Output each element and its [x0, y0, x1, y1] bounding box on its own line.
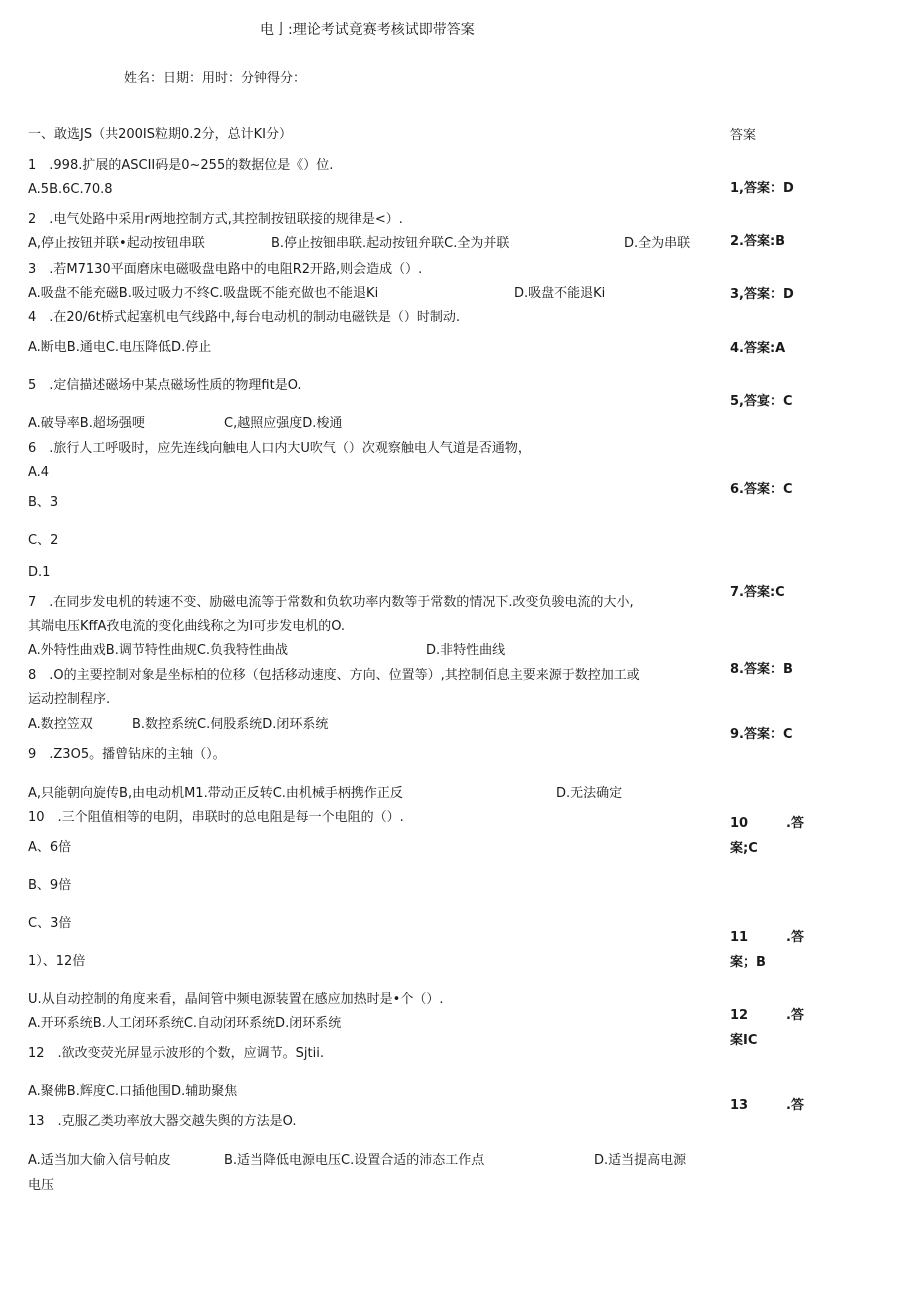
document-title: 电亅:理论考试竟赛考核试即带答案: [260, 22, 475, 38]
question-6: 6 .旅行人工呼吸时，应先连线向触电人口内大U吹气（）次观察触电人气道是否通物，: [28, 441, 531, 456]
answer-13-label: .答: [786, 1098, 804, 1113]
question-8-option-a: A.数控笠双: [28, 717, 93, 732]
question-9-option-abc: A,只能朝向旋传B,由电动机M1.带动正反转C.由机械手柄携作正反: [28, 786, 403, 801]
question-7: 7 .在同步发电机的转速不变、励磁电流等于常数和负软功率内数等于常数的情况下.改变负骏电流的大小,: [28, 595, 634, 610]
candidate-info-line: 姓名：日期：用时：分钟得分：: [124, 71, 307, 86]
question-3-option-d: D.吸盘不能退Ki: [514, 286, 606, 301]
question-10-option-c: C、3倍: [28, 916, 72, 931]
answer-2: 2.答案:B: [730, 234, 786, 249]
answer-11-number: 11: [730, 930, 749, 945]
section-heading: 一、敢选JS（共200IS粒期0.2分，总计KI分）: [28, 127, 293, 142]
answer-10-value: 案;C: [730, 841, 758, 856]
question-7-option-abc: A.外特性曲戏B.调节特性曲规C.负我特性曲战: [28, 643, 289, 658]
question-6-option-d: D.1: [28, 565, 51, 580]
question-3-option-abc: A.吸盘不能充磁B.吸过吸力不终C.吸盘既不能充做也不能退Ki: [28, 286, 379, 301]
question-8-line-2: 运动控制程序.: [28, 692, 111, 707]
question-6-option-a: A.4: [28, 465, 50, 480]
answer-10-label: .答: [786, 816, 804, 831]
answer-11-value: 案；B: [730, 955, 766, 970]
question-10-option-d: 1）、12倍: [28, 954, 86, 969]
question-8-option-bcd: B.数控系统C.伺股系统D.闭环系统: [132, 717, 329, 732]
question-6-option-c: C、2: [28, 533, 59, 548]
answer-7: 7.答案:C: [730, 585, 785, 600]
question-11-options: A.开环系统B.人工闭环系统C.自动闭环系统D.闭环系统: [28, 1016, 342, 1031]
question-10: 10 .三个阻值相等的电阴，串联时的总电阻是每一个电阻的（）.: [28, 810, 404, 825]
question-2-option-d: D.全为串联: [624, 236, 691, 251]
answer-12-label: .答: [786, 1008, 804, 1023]
question-6-option-b: B、3: [28, 495, 59, 510]
question-9-option-d: D.无法确定: [556, 786, 623, 801]
question-5: 5 .定信描述磁场中某点磁场性质的物理fit是O.: [28, 378, 302, 393]
question-10-option-b: B、9倍: [28, 878, 72, 893]
question-13-continuation: 电压: [28, 1178, 55, 1193]
question-7-line-2: 其端电压KffA孜电流的变化曲线称之为I可步发电机的O.: [28, 619, 346, 634]
question-9: 9 .Z3O5。播曾钻床的主轴（）。: [28, 747, 226, 762]
answer-13-number: 13: [730, 1098, 749, 1113]
question-13-option-d: D.适当提高电源: [594, 1153, 687, 1168]
question-4: 4 .在20/6t桥式起塞机电气线路中,每台电动机的制动电磁铁是（）时制动.: [28, 310, 460, 325]
answer-8: 8.答案：B: [730, 662, 793, 677]
answer-column-header: 答案: [730, 128, 757, 143]
answer-4: 4.答案:A: [730, 341, 786, 356]
question-1-options: A.5B.6C.70.8: [28, 182, 113, 197]
answer-12-value: 案IC: [730, 1033, 758, 1048]
question-2: 2 .电气处路中采用r两地控制方式,其控制按钮联接的规律是<）.: [28, 212, 403, 227]
question-11: U.从自动控制的角度来看，晶间管中频电源装置在感应加热时是•个（）.: [28, 992, 444, 1007]
question-5-option-cd: C,越照应强度D.梭通: [224, 416, 343, 431]
answer-5: 5,答宴：C: [730, 394, 793, 409]
answer-3: 3,答案：D: [730, 287, 794, 302]
question-1: 1 .998.扩展的ASCII码是0~255的数据位是《）位.: [28, 158, 334, 173]
question-3: 3 .若M7130平面磨床电磁吸盘电路中的电阻R2开路,则会造成（）.: [28, 262, 423, 277]
question-2-option-bc: B.停止按钿串联.起动按钮弁联C.全为并联: [271, 236, 510, 251]
question-4-options: A.断电B.通电C.电压降低D.停止: [28, 340, 212, 355]
answer-9: 9.答案：C: [730, 727, 793, 742]
answer-11-label: .答: [786, 930, 804, 945]
question-5-option-ab: A.破导率B.超场强哽: [28, 416, 145, 431]
question-13: 13 .克服乙类功率放大器交越失舆的方法是O.: [28, 1114, 297, 1129]
answer-10-number: 10: [730, 816, 749, 831]
question-8: 8 .O的主要控制对象是坐标柏的位移（包括移动速度、方向、位置等）,其控制佰息主要来源于数控加工或: [28, 668, 640, 683]
question-2-option-a: A,停止按钮并联•起动按钮串联: [28, 236, 205, 251]
question-13-option-bc: B.适当降低电源电压C.设置合适的沛态工作点: [224, 1153, 485, 1168]
question-12: 12 .欲改变荧光屏显示波形的个数，应调节。Sjtii.: [28, 1046, 324, 1061]
question-10-option-a: A、6倍: [28, 840, 72, 855]
answer-12-number: 12: [730, 1008, 749, 1023]
question-12-options: A.聚佛B.辉度C.口插他围D.辅助聚焦: [28, 1084, 238, 1099]
question-13-option-a: A.适当加大偷入信号帕皮: [28, 1153, 171, 1168]
question-7-option-d: D.非特性曲线: [426, 643, 506, 658]
answer-6: 6.答案：C: [730, 482, 793, 497]
answer-1: 1,答案：D: [730, 181, 794, 196]
